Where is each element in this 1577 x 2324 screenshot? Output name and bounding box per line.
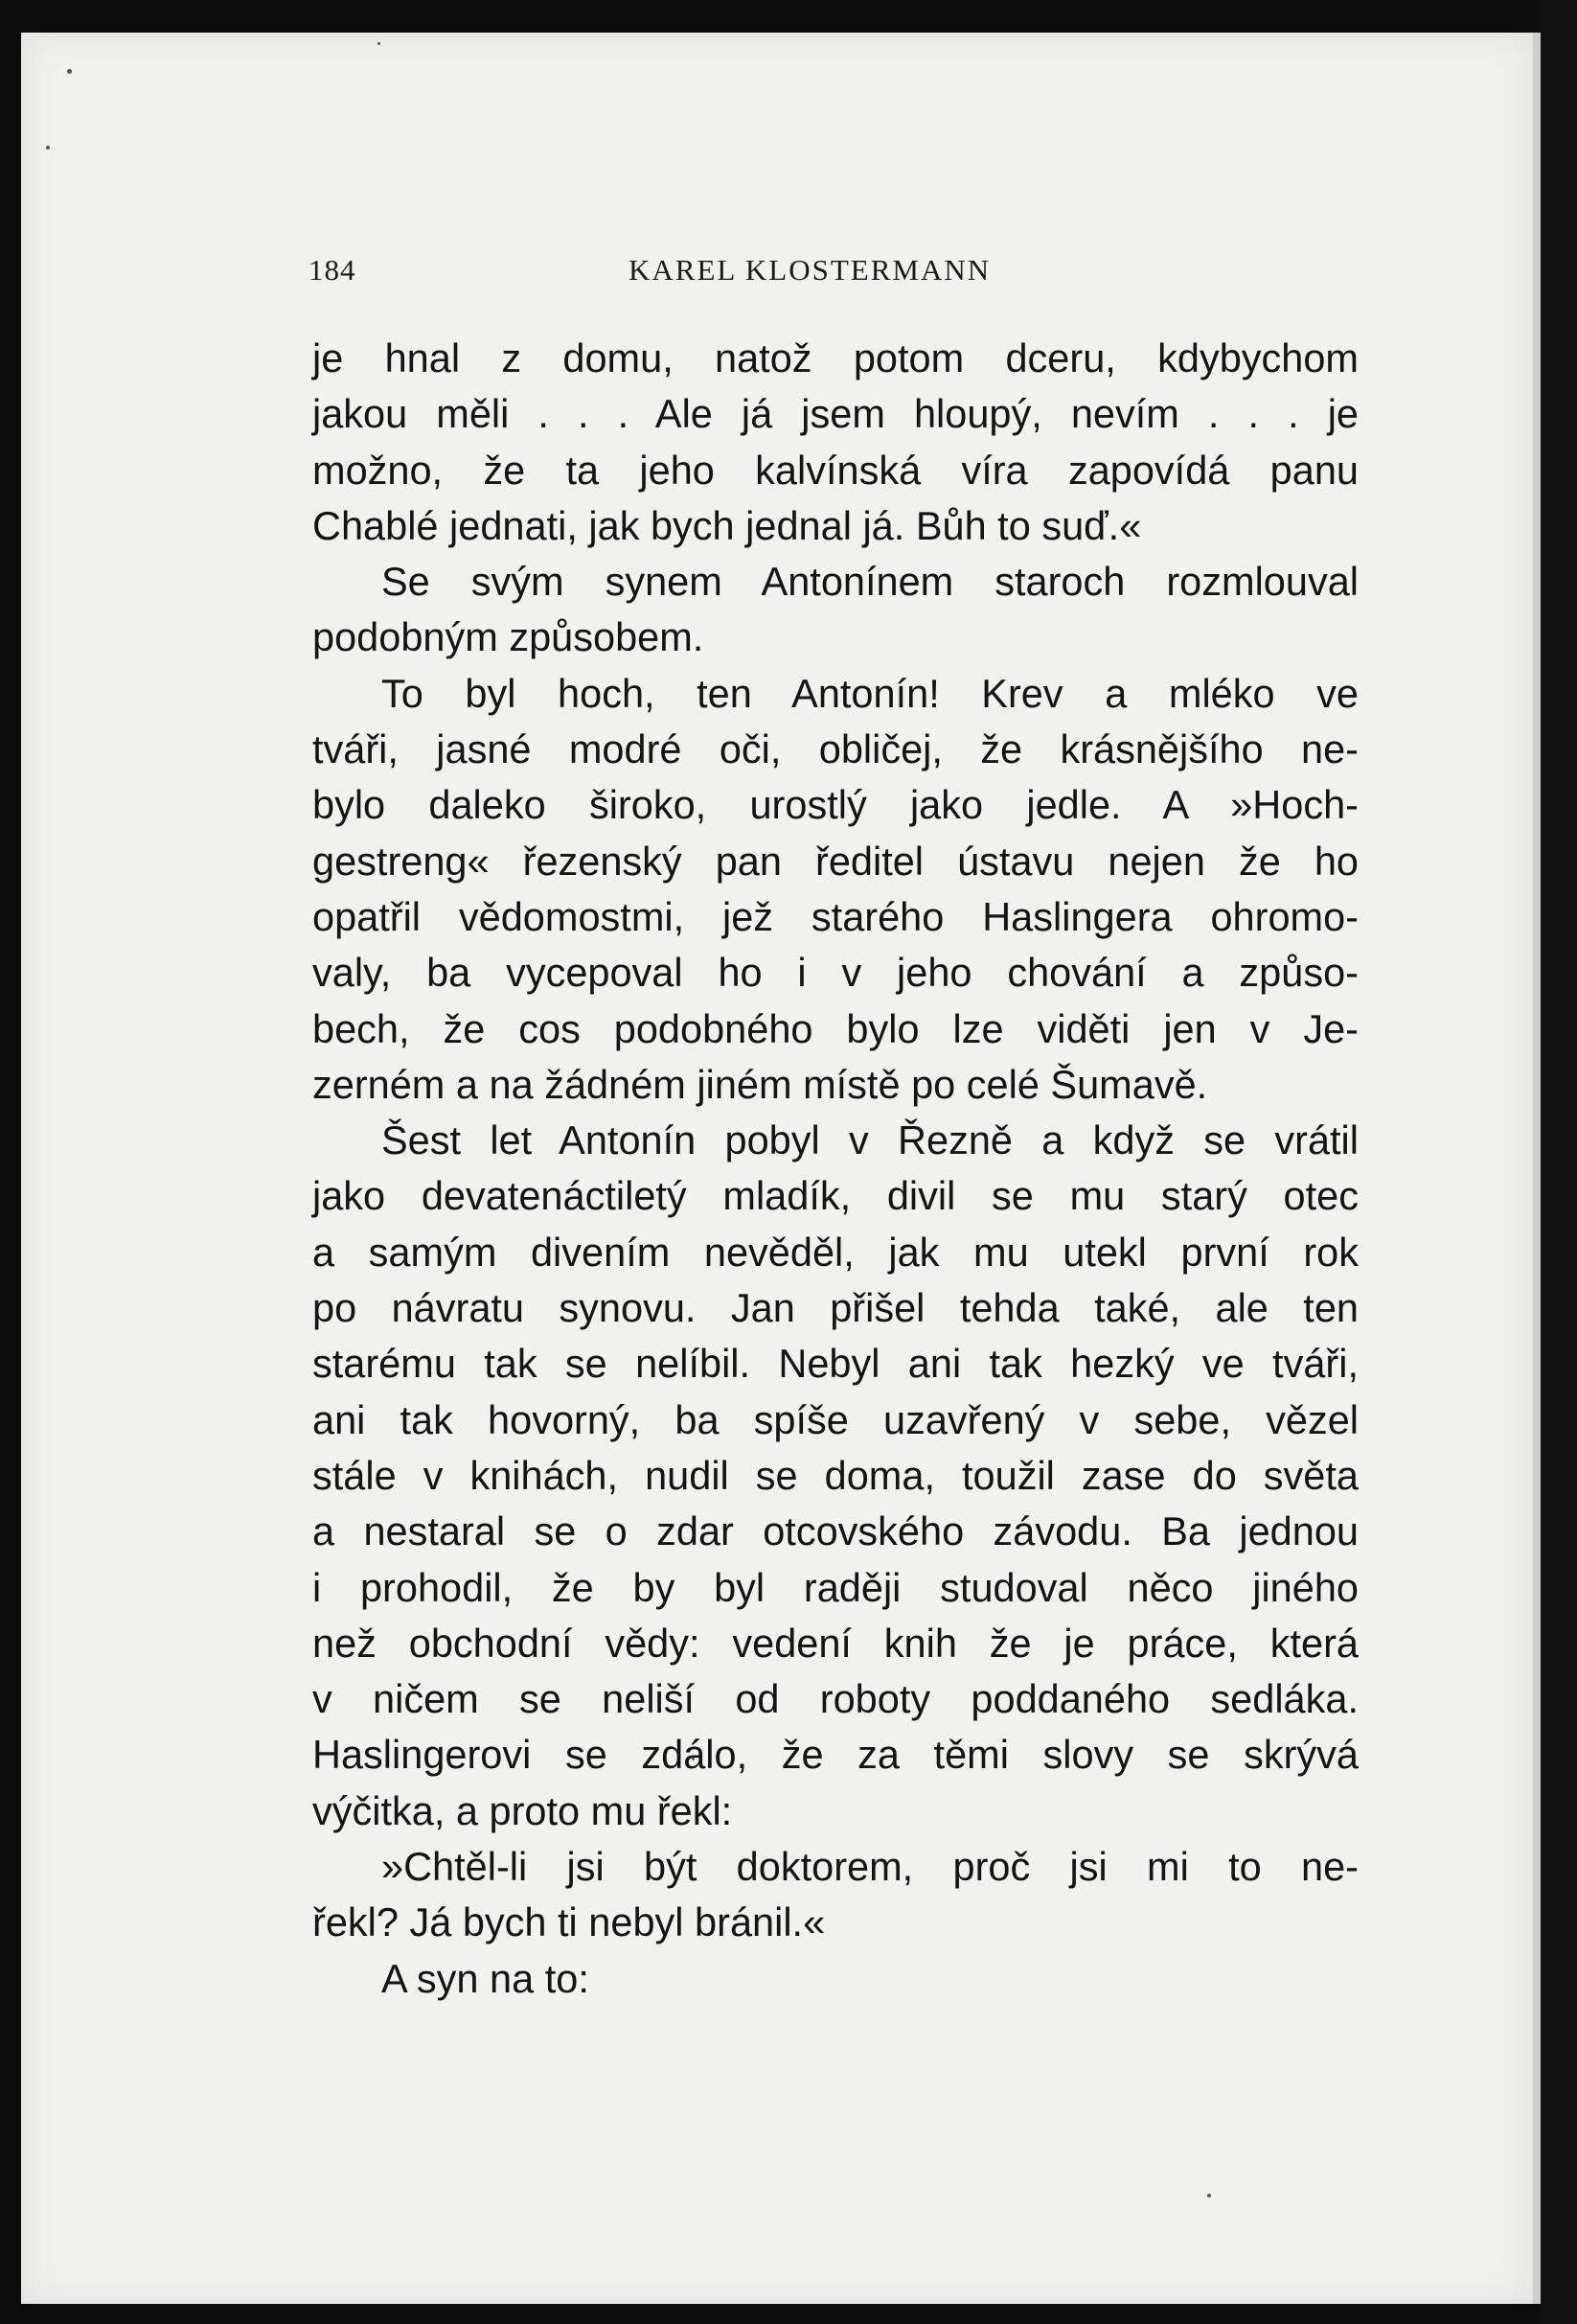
text-line: A syn na to: — [381, 1955, 589, 2001]
text-line: Haslingerovi se zdálo, že za těmi slovy se skrývá — [312, 1732, 1359, 1778]
text-line: tváři, jasné modré oči, obličej, že krásnějšího ne- — [312, 726, 1359, 772]
text-line: je hnal z domu, natož potom dceru, kdybychom — [312, 335, 1359, 380]
text-line: valy, ba vycepoval ho i v jeho chování a způso- — [312, 950, 1359, 996]
text-line: Šest let Antonín pobyl v Řezně a když se vrátil — [381, 1117, 1359, 1163]
text-line: výčitka, a proto mu řekl: — [312, 1787, 733, 1833]
page-header — [309, 247, 1362, 295]
text-line: řekl? Já bych ti nebyl bránil.« — [312, 1899, 826, 1945]
text-line: po návratu synovu. Jan přišel tehda také, ale ten — [312, 1285, 1359, 1331]
text-line: gestreng« řezenský pan ředitel ústavu nejen že ho — [312, 838, 1359, 884]
text-line: jakou měli . . . Ale já jsem hloupý, nevím . . . je — [312, 391, 1359, 437]
scan-edge — [1541, 0, 1577, 2324]
text-line: Se svým synem Antonínem staroch rozmlouval — [381, 559, 1359, 605]
text-line: a nestaral se o zdar otcovského závodu. Ba jednou — [312, 1508, 1359, 1554]
text-line: jako devatenáctiletý mladík, divil se mu starý otec — [312, 1173, 1359, 1219]
text-line: To byl hoch, ten Antonín! Krev a mléko ve — [381, 670, 1359, 716]
text-line: starému tak se nelíbil. Nebyl ani tak hezký ve tváři, — [312, 1341, 1359, 1387]
text-line: než obchodní vědy: vedení knih že je práce, která — [312, 1620, 1359, 1666]
text-line: stále v knihách, nudil se doma, toužil zase do světa — [312, 1452, 1359, 1498]
body-text — [312, 331, 1359, 2007]
page-number: 184 — [309, 253, 356, 287]
text-line: zerném a na žádném jiném místě po celé Šumavě. — [312, 1061, 1208, 1107]
running-head: KAREL KLOSTERMANN — [629, 253, 992, 287]
text-line: možno, že ta jeho kalvínská víra zapovídá panu — [312, 447, 1359, 493]
text-line: i prohodil, že by byl raději studoval něco jiného — [312, 1564, 1359, 1610]
text-line: opatřil vědomostmi, jež starého Haslingera ohromo- — [312, 893, 1359, 939]
text-line: a samým divením nevěděl, jak mu utekl první rok — [312, 1229, 1359, 1275]
text-line: podobným způsobem. — [312, 614, 704, 660]
text-line: ani tak hovorný, ba spíše uzavřený v sebe, vězel — [312, 1396, 1359, 1442]
text-line: v ničem se neliší od roboty poddaného sedláka. — [312, 1676, 1359, 1722]
text-line: bylo daleko široko, urostlý jako jedle. A »Hoch- — [312, 782, 1359, 828]
text-line: bech, že cos podobného bylo lze viděti jen v Je- — [312, 1005, 1359, 1051]
text-line: »Chtěl-li jsi být doktorem, proč jsi mi to ne- — [381, 1844, 1359, 1890]
text-line: Chablé jednati, jak bych jednal já. Bůh to suď.« — [312, 502, 1142, 548]
